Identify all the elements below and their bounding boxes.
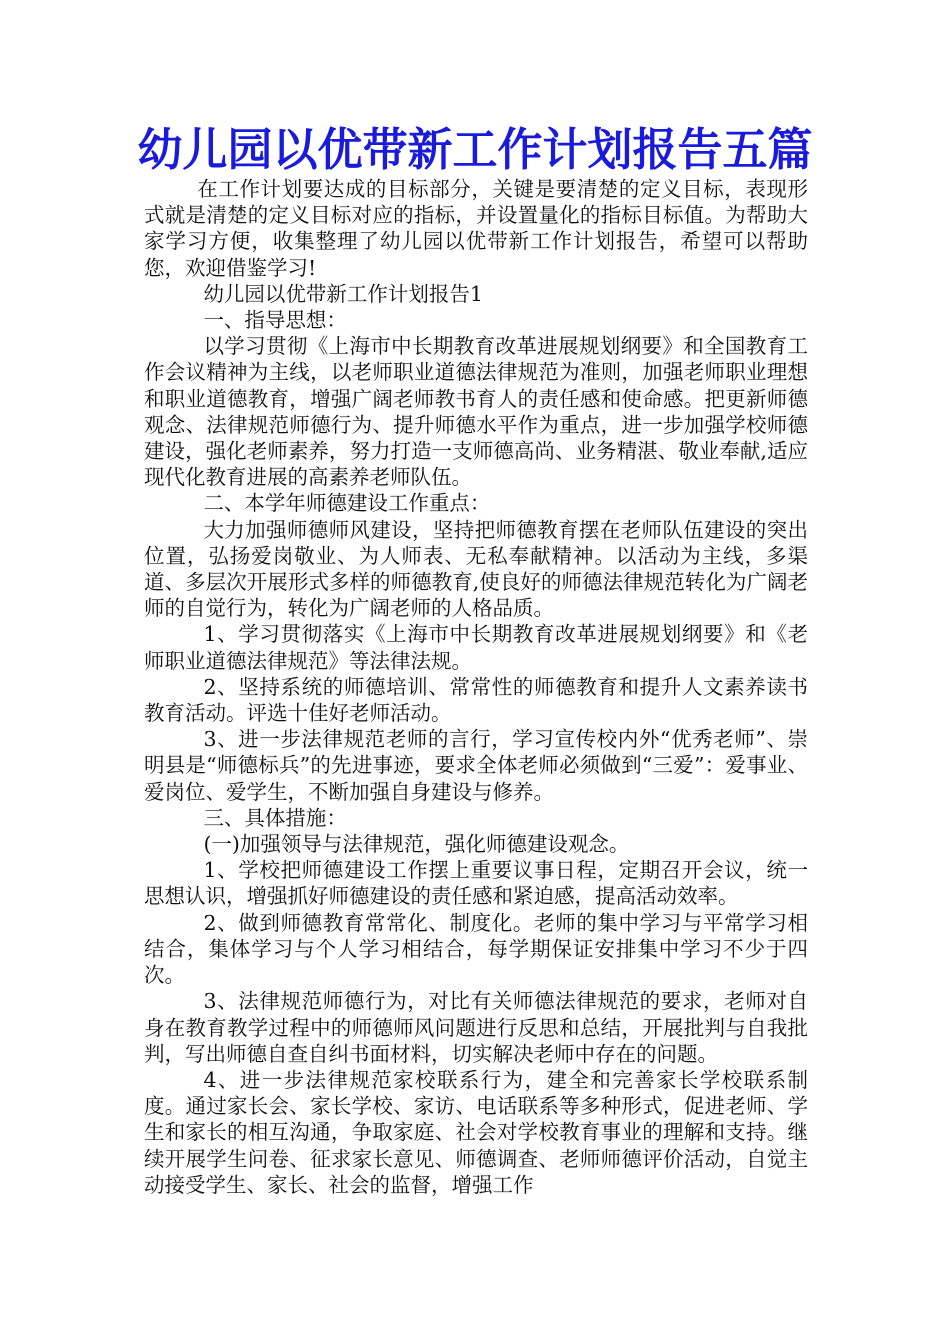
section-heading-3: 三、具体措施： — [203, 805, 347, 830]
report-heading: 幼儿园以优带新工作计划报告1 — [203, 281, 483, 306]
list-item: 1、学习贯彻落实《上海市中长期教育改革进展规划纲要》和《老师职业道德法律规范》等法律法规。 — [144, 622, 808, 673]
list-item: 3、法律规范师德行为，对比有关师德法律规范的要求，老师对自身在教育教学过程中的师德师风问题进行反思和总结，开展批判与自我批判，写出师德自查自纠书面材料，切实解决老师中存在的问题。 — [144, 989, 808, 1066]
list-item: 1、学校把师德建设工作摆上重要议事日程，定期召开会议，统一思想认识，增强抓好师德建设的责任感和紧迫感，提高活动效率。 — [144, 858, 808, 909]
list-item: 3、进一步法律规范老师的言行，学习宣传校内外“优秀老师”、崇明县是“师德标兵”的先进事迹，要求全体老师必须做到“三爱”：爱事业、爱岗位、爱学生，不断加强自身建设与修养。 — [144, 727, 808, 804]
list-item: 2、坚持系统的师德培训、常常性的师德教育和提升人文素养读书教育活动。评选十佳好老师活动。 — [144, 674, 808, 726]
section-heading-1: 一、指导思想： — [203, 308, 347, 333]
list-item: 2、做到师德教育常常化、制度化。老师的集中学习与平常学习相结合，集体学习与个人学习相结合，每学期保证安排集中学习不少于四次。 — [144, 910, 808, 988]
section-heading-2: 二、本学年师德建设工作重点： — [203, 491, 491, 516]
intro-paragraph: 在工作计划要达成的目标部分，关键是要清楚的定义目标，表现形式就是清楚的定义目标对应的指标，并设置量化的指标目标值。为帮助大家学习方便，收集整理了幼儿园以优带新工作计划报告，希望可以帮助您，欢迎借鉴学习! — [144, 177, 808, 280]
document-body — [144, 176, 808, 1198]
body-paragraph: 以学习贯彻《上海市中长期教育改革进展规划纲要》和全国教育工作会议精神为主线，以老师职业道德法律规范为准则，加强老师职业理想和职业道德教育，增强广阔老师教书育人的责任感和使命感。把更新师德观念、法律规范师德行为、提升师德水平作为重点，进一步加强学校师德建设，强化老师素养，努力打造一支师德高尚、业务精湛、敬业奉献,适应现代化教育进展的高素养老师队伍。 — [144, 334, 808, 490]
subsection-heading: (一)加强领导与法律规范，强化师德建设观念。 — [203, 832, 630, 857]
list-item: 4、进一步法律规范家校联系行为，建全和完善家长学校联系制度。通过家长会、家长学校、家访、电话联系等多种形式，促进老师、学生和家长的相互沟通，争取家庭、社会对学校教育事业的理解和支持。继续开展学生问卷、征求家长意见、师德调查、老师师德评价活动，自觉主动接受学生、家长、社会的监督，增强工作 — [144, 1067, 808, 1197]
document-title: 幼儿园以优带新工作计划报告五篇 — [137, 123, 813, 176]
body-paragraph: 大力加强师德师风建设，坚持把师德教育摆在老师队伍建设的突出位置，弘扬爱岗敬业、为人师表、无私奉献精神。以活动为主线，多渠道、多层次开展形式多样的师德教育,使良好的师德法律规范转化为广阔老师的自觉行为，转化为广阔老师的人格品质。 — [144, 517, 808, 621]
